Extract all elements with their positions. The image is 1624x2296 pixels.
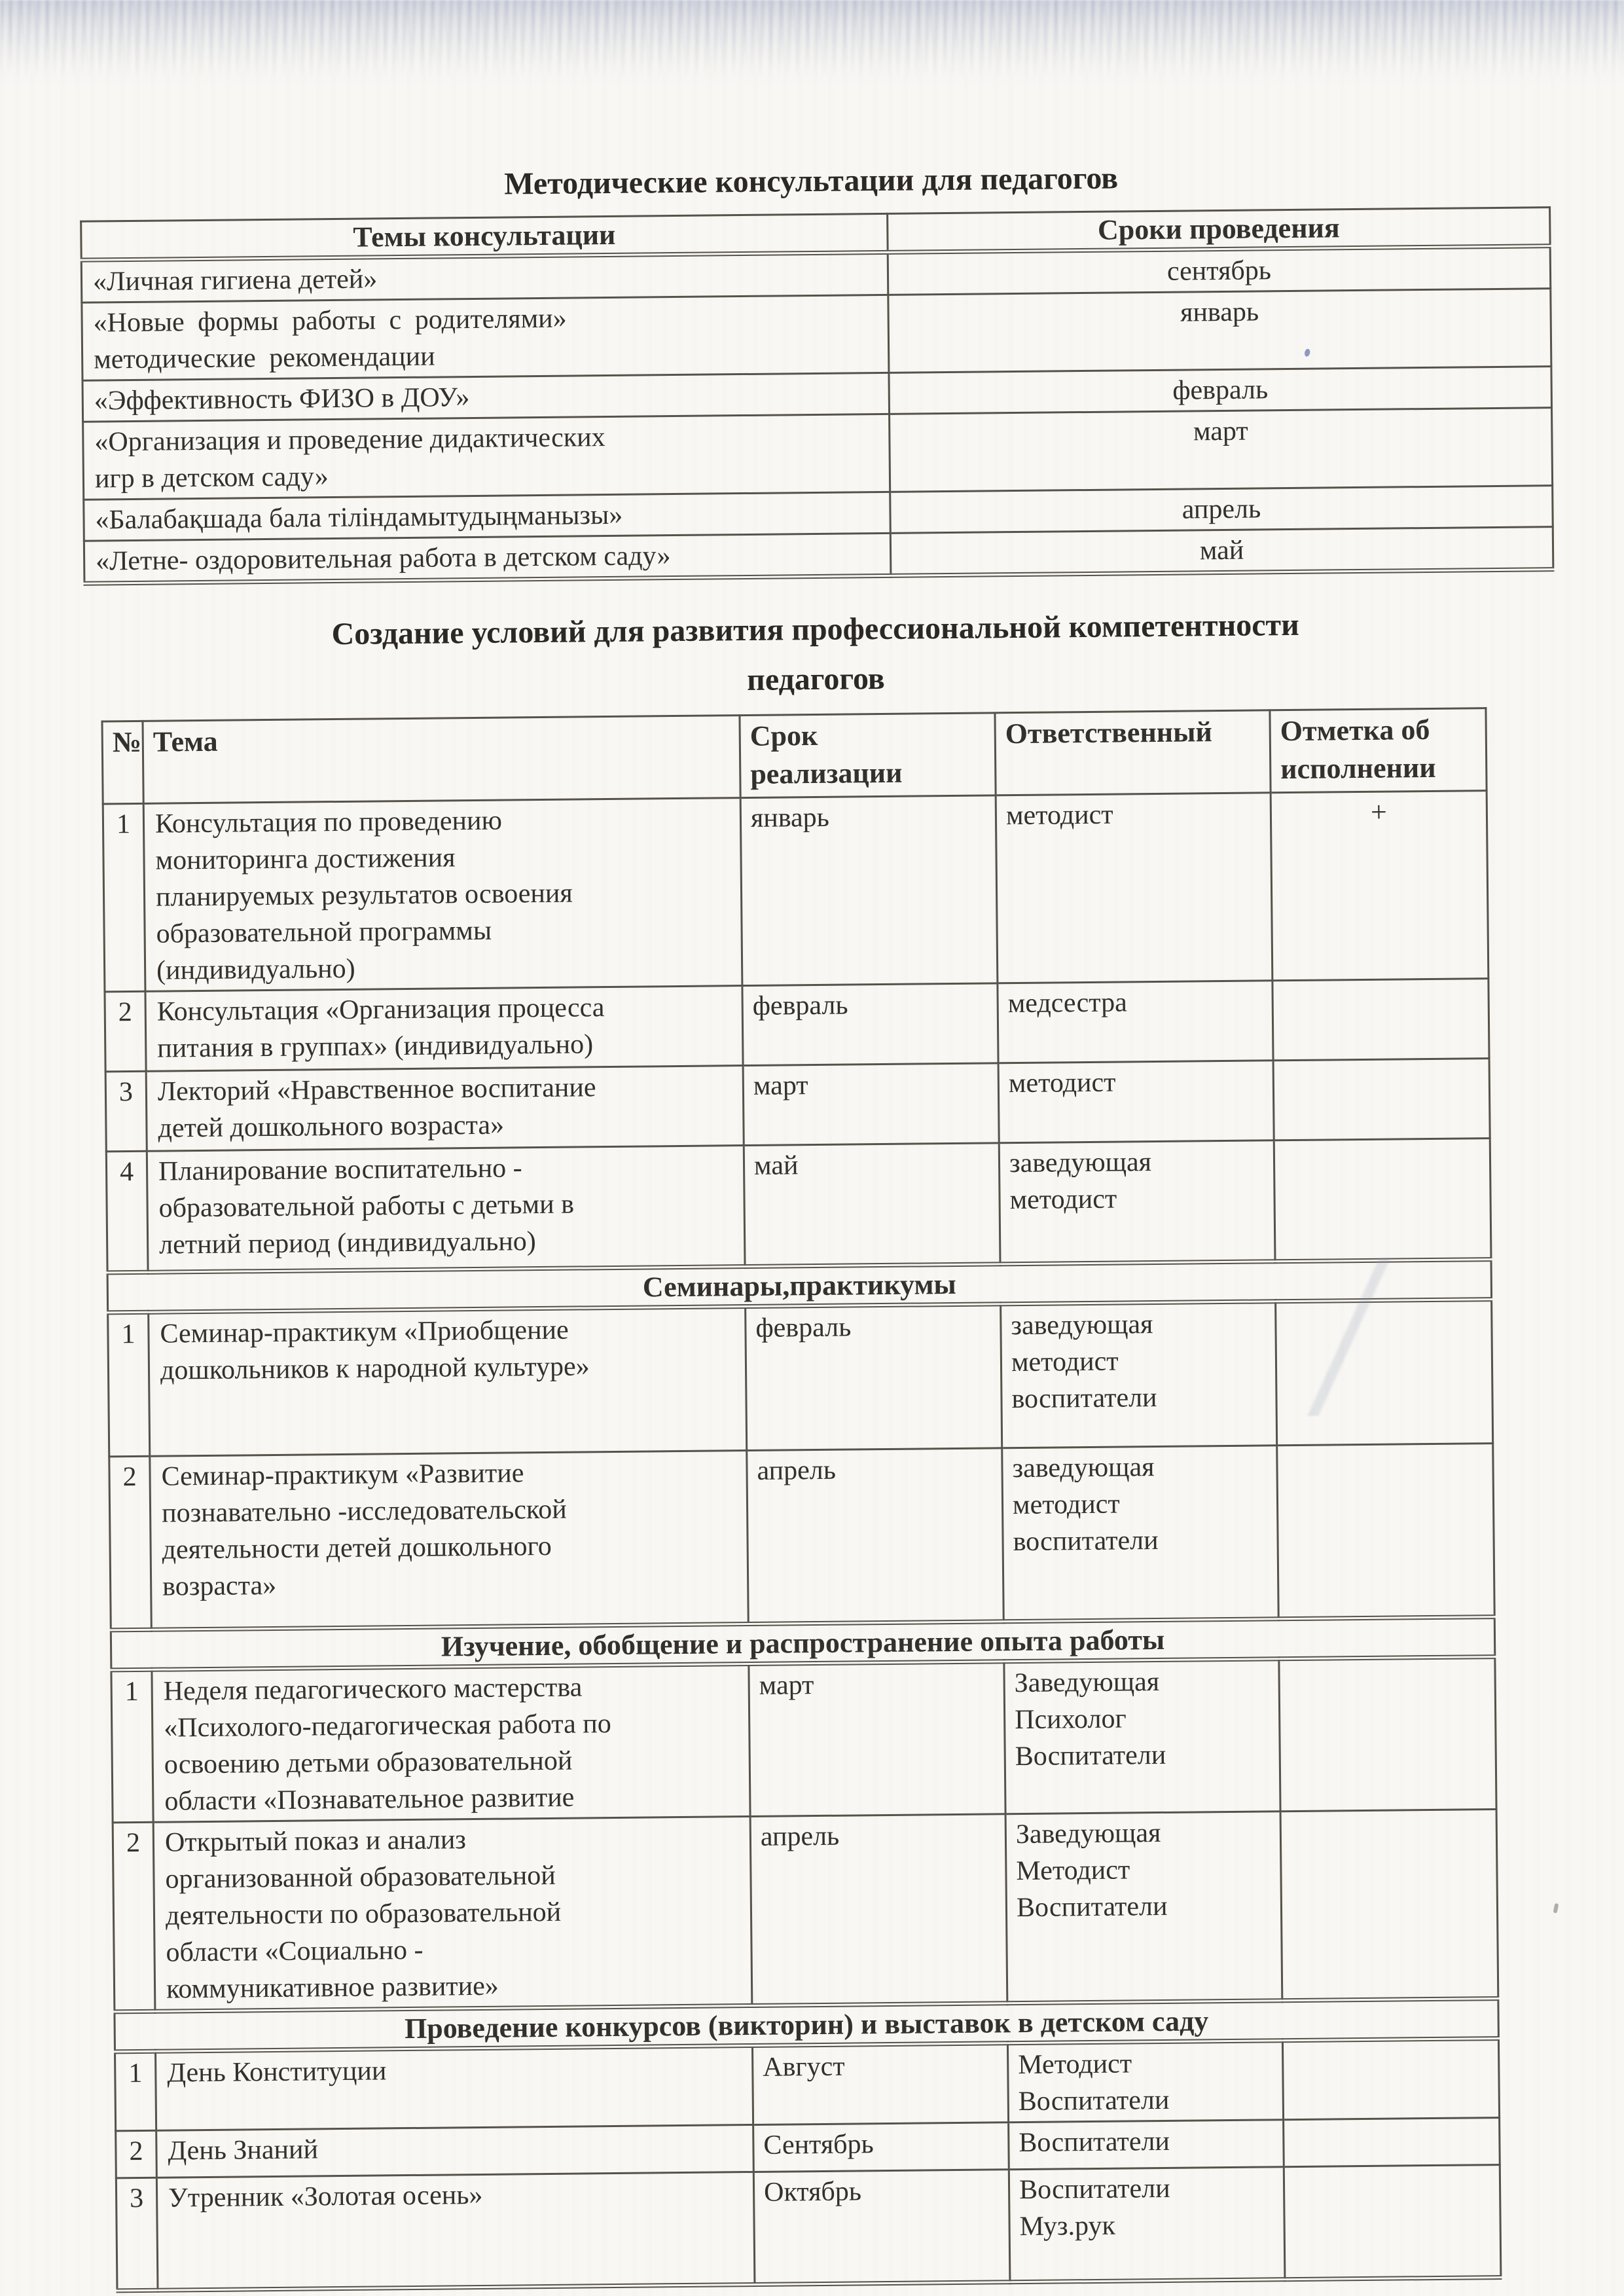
scan-streak xyxy=(1292,1258,1405,1416)
row-number-cell: 1 xyxy=(108,1312,150,1457)
topic-cell: День Знаний xyxy=(156,2124,754,2178)
column-header-terms: Сроки проведения xyxy=(888,208,1551,253)
completion-mark-cell xyxy=(1273,1059,1490,1140)
table-row xyxy=(115,2039,1500,2131)
competence-table-body xyxy=(103,791,1501,2291)
topic-cell: «Личная гигиена детей» xyxy=(81,252,888,302)
responsible-cell: Методист Воспитатели xyxy=(1007,2041,1283,2123)
row-number-cell: 2 xyxy=(105,991,146,1072)
responsible-cell: заведующая методист xyxy=(999,1140,1275,1264)
doc-title-consultations: Методические консультации для педагогов xyxy=(503,160,1119,202)
responsible-cell: Заведующая Психолог Воспитатели xyxy=(1004,1659,1280,1814)
consultations-table-body xyxy=(81,246,1553,584)
table-row xyxy=(109,1444,1494,1630)
table-header-row xyxy=(102,708,1487,804)
responsible-cell: заведующая методист воспитатели xyxy=(1001,1302,1277,1448)
table-row xyxy=(105,979,1489,1072)
topic-cell: Семинар-практикум «Приобщение дошкольников к народной культуре» xyxy=(149,1307,747,1457)
responsible-cell: Заведующая Методист Воспитатели xyxy=(1005,1812,1282,2003)
term-cell: январь xyxy=(888,289,1551,373)
completion-mark-cell xyxy=(1284,2118,1500,2167)
responsible-cell: методист xyxy=(996,793,1272,983)
row-number-cell: 1 xyxy=(115,2051,156,2131)
responsible-cell: заведующая методист воспитатели xyxy=(1002,1446,1279,1622)
table-row xyxy=(113,1810,1498,2012)
table-row xyxy=(105,1059,1490,1152)
term-cell: Август xyxy=(752,2043,1008,2125)
term-cell: январь xyxy=(740,795,998,986)
term-cell: Октябрь xyxy=(753,2170,1010,2285)
completion-mark-cell: + xyxy=(1271,791,1489,981)
table-row xyxy=(83,408,1553,500)
topic-cell: Лекторий «Нравственное воспитание детей дошкольного возраста» xyxy=(146,1066,744,1152)
term-cell: март xyxy=(749,1662,1005,1817)
term-cell: февраль xyxy=(889,367,1552,414)
table-row xyxy=(108,1300,1493,1457)
row-number-cell: 1 xyxy=(103,803,145,992)
topic-cell: Планирование воспитательно - образовательной работы с детьми в летний период (индивидуально) xyxy=(147,1146,745,1273)
term-cell: март xyxy=(890,408,1553,492)
row-number-cell: 2 xyxy=(113,1822,155,2012)
row-number-cell: 4 xyxy=(106,1151,148,1273)
term-cell: апрель xyxy=(890,486,1553,534)
section-header: Семинары,практикумы xyxy=(107,1260,1491,1313)
responsible-cell: медсестра xyxy=(998,981,1273,1063)
completion-mark-cell xyxy=(1277,1444,1495,1619)
ink-speck xyxy=(1553,1903,1559,1914)
table-row xyxy=(106,1139,1491,1273)
row-number-cell: 3 xyxy=(116,2178,158,2291)
column-header-mark: Отметка об исполнении xyxy=(1270,708,1487,793)
table-row xyxy=(82,289,1551,381)
competence-table xyxy=(101,707,1502,2293)
row-number-cell: 1 xyxy=(111,1669,153,1823)
column-header-number: № xyxy=(102,721,143,804)
completion-mark-cell xyxy=(1280,1810,1498,2001)
completion-mark-cell xyxy=(1282,2039,1499,2120)
term-cell: март xyxy=(743,1063,999,1146)
topic-cell: Семинар-практикум «Развитие познавательно -исследовательской деятельности детей дошкольного возраста» xyxy=(150,1451,749,1630)
term-cell: сентябрь xyxy=(888,246,1551,295)
term-cell: май xyxy=(744,1143,1000,1267)
completion-mark-cell xyxy=(1274,1139,1491,1262)
topic-cell: День Конституции xyxy=(155,2045,753,2130)
consultations-table xyxy=(80,206,1554,586)
row-number-cell: 3 xyxy=(105,1071,147,1152)
responsible-cell: Воспитатели Муз.рук xyxy=(1009,2167,1285,2282)
doc-title-competence: Создание условий для развития профессиональной компетентности педагогов xyxy=(331,607,1300,697)
table-row xyxy=(116,2165,1501,2291)
responsible-cell: Воспитатели xyxy=(1009,2120,1284,2170)
term-cell: апрель xyxy=(750,1814,1007,2006)
topic-cell: Утренник «Золотая осень» xyxy=(156,2172,755,2290)
row-number-cell: 2 xyxy=(109,1456,152,1630)
completion-mark-cell xyxy=(1279,1657,1496,1812)
term-cell: февраль xyxy=(746,1304,1002,1451)
term-cell: май xyxy=(890,527,1553,576)
topic-cell: Неделя педагогического мастерства «Психолого-педагогическая работа по освоению детьми образовательной области «Познавательное развитие xyxy=(152,1664,750,1823)
topic-cell: Консультация «Организация процесса питания в группах» (индивидуально) xyxy=(145,986,743,1072)
responsible-cell: методист xyxy=(998,1061,1274,1143)
column-header-term: Срок реализации xyxy=(740,713,996,798)
row-number-cell: 2 xyxy=(116,2130,157,2178)
topic-cell: «Эффективность ФИЗО в ДОУ» xyxy=(82,373,890,422)
topic-cell: «Новые формы работы с родителями» методические рекомендации xyxy=(82,295,889,380)
column-header-topics: Темы консультации xyxy=(81,213,888,260)
term-cell: апрель xyxy=(747,1448,1004,1624)
completion-mark-cell xyxy=(1284,2165,1501,2280)
completion-mark-cell xyxy=(1272,979,1489,1061)
topic-cell: Открытый показ и анализ организованной образовательной деятельности по образовательной области «Социально - коммуникативное развитие» xyxy=(153,1817,752,2012)
term-cell: февраль xyxy=(742,983,998,1066)
topic-cell: «Летне- оздоровительная работа в детском саду» xyxy=(84,533,891,583)
column-header-topic: Тема xyxy=(143,716,740,804)
table-row xyxy=(103,791,1489,992)
table-row xyxy=(111,1657,1496,1823)
column-header-responsible: Ответственный xyxy=(995,710,1271,795)
section-header: Проведение конкурсов (викторин) и выставок в детском саду xyxy=(115,1999,1498,2052)
topic-cell: «Организация и проведение дидактических игр в детском саду» xyxy=(83,414,890,500)
topic-cell: Консультация по проведению мониторинга достижения планируемых результатов освоения образовательной программы (индивидуально) xyxy=(143,798,742,992)
term-cell: Сентябрь xyxy=(753,2123,1009,2172)
topic-cell: «Балабақшада бала тіліндамытудыңманызы» xyxy=(84,492,891,541)
section-header: Изучение, обобщение и распространение опыта работы xyxy=(111,1617,1494,1670)
